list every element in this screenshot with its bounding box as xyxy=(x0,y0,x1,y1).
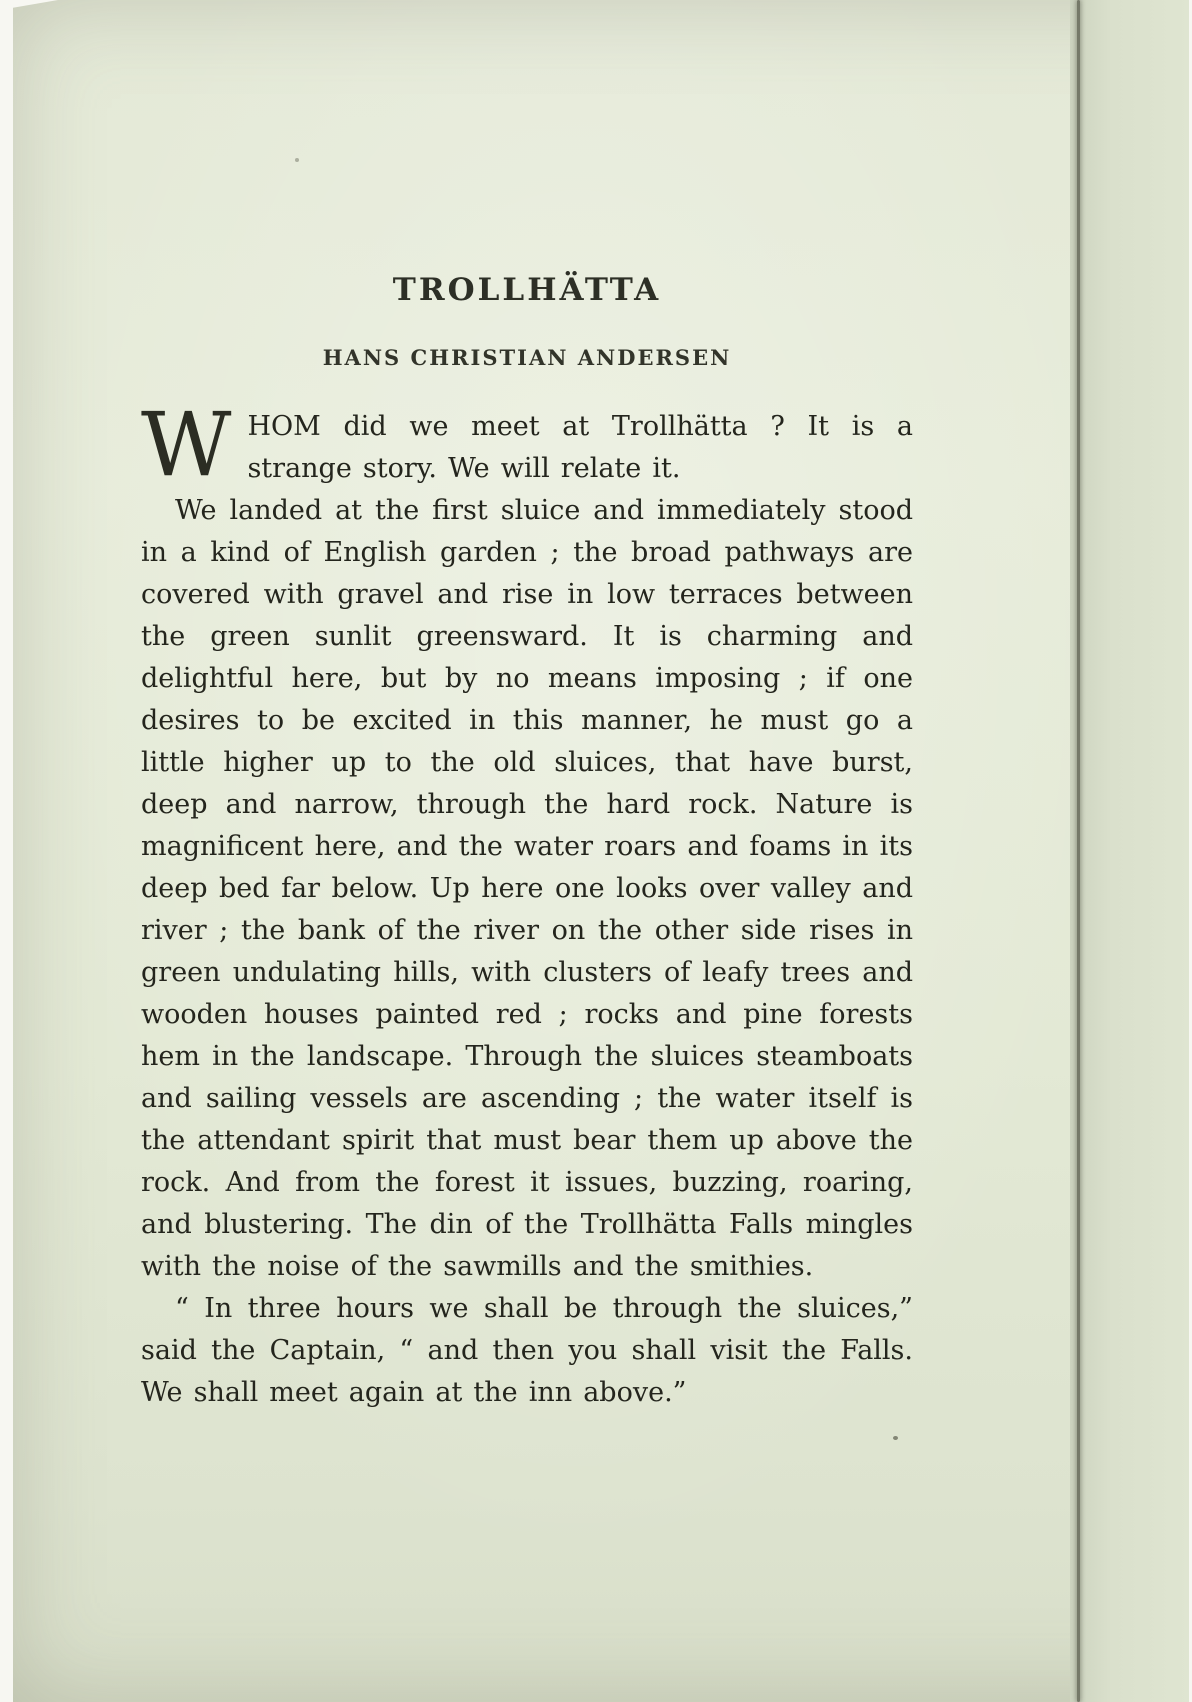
page-title: TROLLHÄTTA xyxy=(392,272,662,308)
ink-speck xyxy=(893,1436,898,1440)
page-edge-shadow xyxy=(1077,0,1080,1702)
page-author: HANS CHRISTIAN ANDERSEN xyxy=(322,345,732,370)
paragraph: “ In three hours we shall be through the sluices,” said the Captain, “ and then you shall visit the Falls. We shall meet again at the inn above.” xyxy=(141,1293,913,1408)
scanned-page xyxy=(13,0,1189,1702)
opening-paragraph xyxy=(141,393,913,496)
page-content xyxy=(141,0,913,1414)
drop-cap: W xyxy=(141,393,232,496)
adjacent-page-strip xyxy=(1070,0,1189,1702)
paragraph: We landed at the first sluice and immediately stood in a kind of English garden ; the broad pathways are covered with gravel and rise in low terraces between the green sunlit greensward. It is charming and delightful here, but by no means imposing ; if one desires to be excited in this manner, he must go a little higher up to the old sluices, that have burst, deep and narrow, through the hard rock. Nature is magnificent here, and the water roars and foams in its deep bed far below. Up here one looks over valley and river ; the bank of the river on the other side rises in green undulating hills, with clusters of leafy trees and wooden houses painted red ; rocks and pine forests hem in the landscape. Through the sluices steamboats and sailing vessels are ascending ; the water itself is the attendant spirit that must bear them up above the rock. And from the forest it issues, buzzing, roaring, and blustering. The din of the Trollhätta Falls mingles with the noise of the sawmills and the smithies. xyxy=(141,495,913,1282)
ink-speck xyxy=(295,158,299,162)
opening-text: HOM did we meet at Trollhätta ? It is a strange story. We will relate it. xyxy=(247,411,913,484)
